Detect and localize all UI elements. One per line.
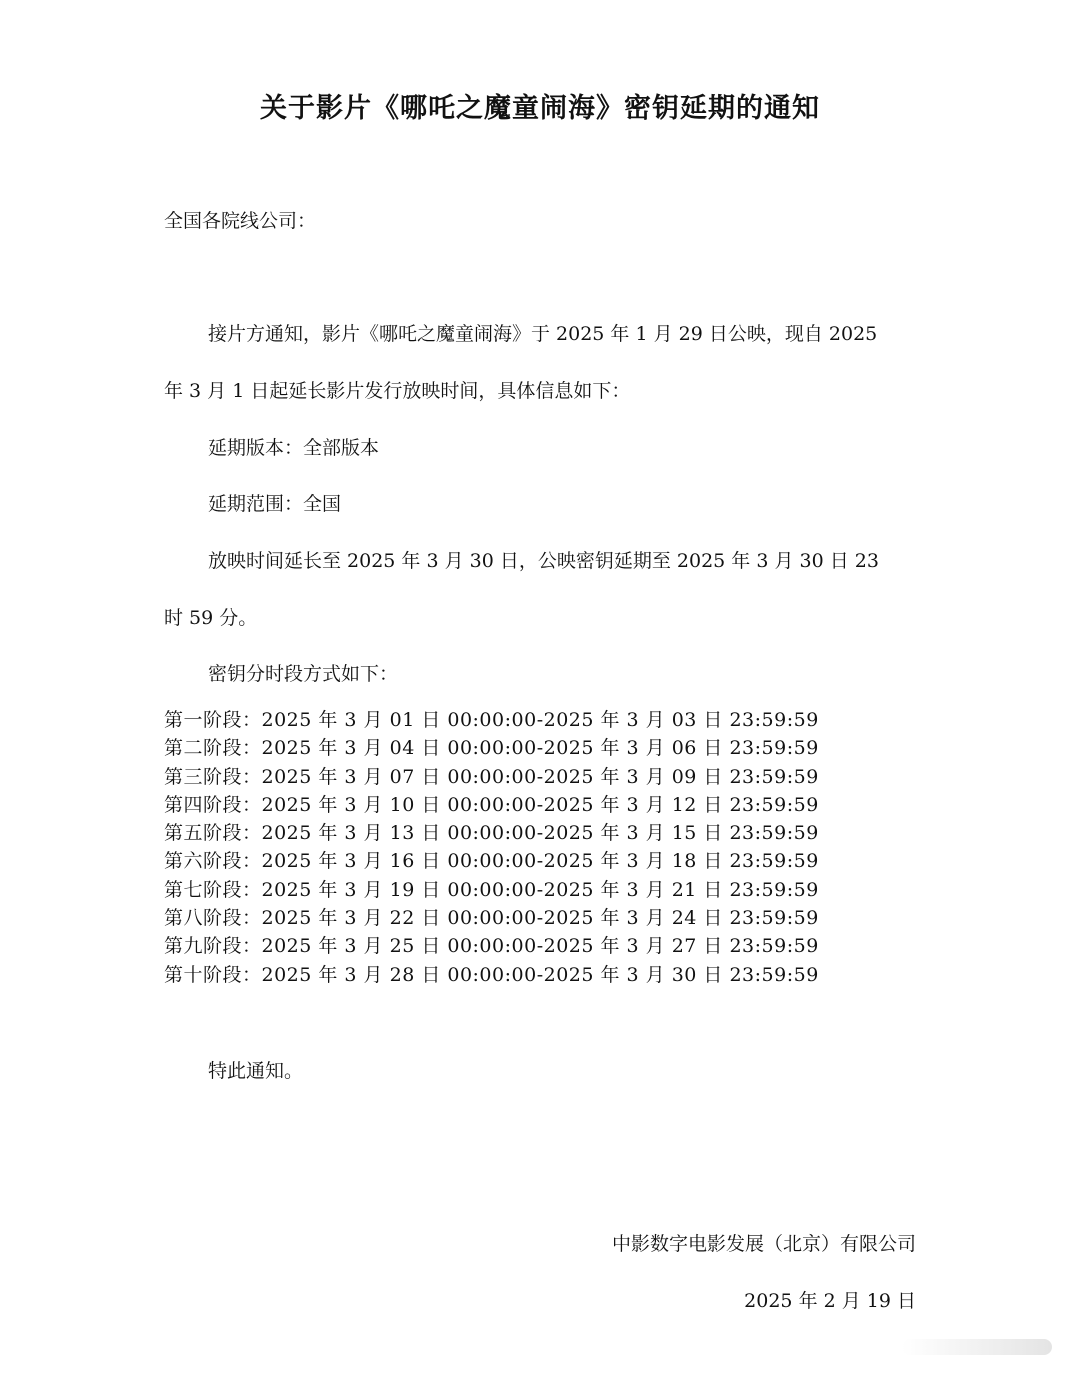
paragraph-1-line-1: 接片方通知，影片《哪吒之魔童闹海》于 2025 年 1 月 29 日公映，现自 2025	[208, 323, 878, 345]
key-stage-row: 第九阶段：2025 年 3 月 25 日 00:00:00-2025 年 3 月 27 日 23:59:59	[164, 935, 819, 958]
key-stage-row: 第二阶段：2025 年 3 月 04 日 00:00:00-2025 年 3 月 06 日 23:59:59	[164, 737, 819, 760]
key-stage-row: 第五阶段：2025 年 3 月 13 日 00:00:00-2025 年 3 月 15 日 23:59:59	[164, 822, 819, 845]
key-stage-row: 第六阶段：2025 年 3 月 16 日 00:00:00-2025 年 3 月 18 日 23:59:59	[164, 850, 819, 873]
closing-remark: 特此通知。	[208, 1060, 304, 1082]
key-schedule-heading: 密钥分时段方式如下：	[208, 663, 399, 685]
key-stage-row: 第七阶段：2025 年 3 月 19 日 00:00:00-2025 年 3 月 21 日 23:59:59	[164, 878, 819, 901]
watermark-mark	[902, 1339, 1052, 1355]
paragraph-2-line-2: 时 59 分。	[164, 607, 258, 629]
key-stage-row: 第三阶段：2025 年 3 月 07 日 00:00:00-2025 年 3 月 09 日 23:59:59	[164, 765, 819, 788]
delay-version: 延期版本：全部版本	[208, 437, 380, 459]
notice-title: 关于影片《哪吒之魔童闹海》密钥延期的通知	[260, 93, 820, 124]
key-stage-list	[164, 706, 819, 989]
issue-date: 2025 年 2 月 19 日	[744, 1290, 916, 1312]
key-stage-row: 第一阶段：2025 年 3 月 01 日 00:00:00-2025 年 3 月 03 日 23:59:59	[164, 709, 819, 731]
issuer-name: 中影数字电影发展（北京）有限公司	[611, 1233, 916, 1255]
delay-scope: 延期范围：全国	[208, 493, 342, 515]
addressee: 全国各院线公司：	[164, 210, 317, 232]
key-stage-row: 第八阶段：2025 年 3 月 22 日 00:00:00-2025 年 3 月 24 日 23:59:59	[164, 907, 819, 930]
paragraph-2-line-1: 放映时间延长至 2025 年 3 月 30 日，公映密钥延期至 2025 年 3 月 30 日 23	[208, 550, 879, 572]
key-stage-row: 第四阶段：2025 年 3 月 10 日 00:00:00-2025 年 3 月 12 日 23:59:59	[164, 793, 819, 816]
paragraph-1-line-2: 年 3 月 1 日起延长影片发行放映时间，具体信息如下：	[164, 380, 631, 402]
key-stage-row: 第十阶段：2025 年 3 月 28 日 00:00:00-2025 年 3 月 30 日 23:59:59	[164, 963, 819, 986]
